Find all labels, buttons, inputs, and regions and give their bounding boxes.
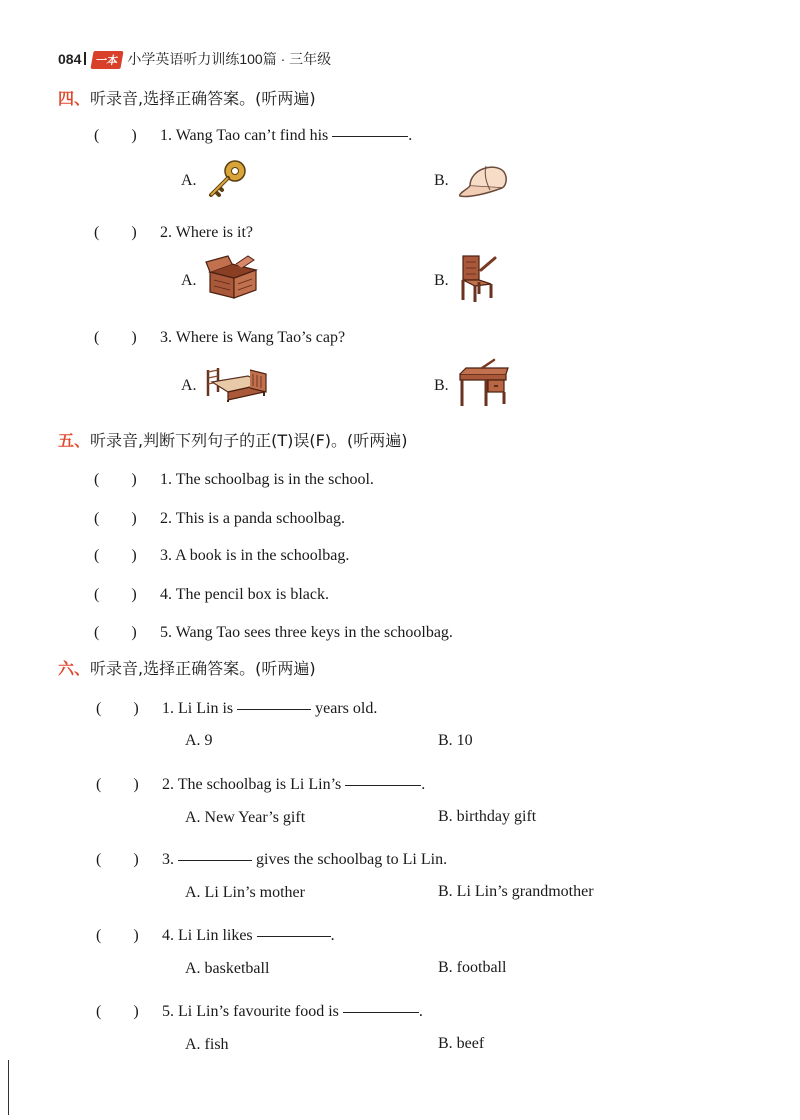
option-a-label: A. <box>181 172 197 189</box>
question-tail: . <box>418 1003 423 1020</box>
question-tail: . <box>421 776 426 793</box>
answer-blank[interactable]: ( ) <box>94 624 137 641</box>
question-text: 2. Where is it? <box>160 224 254 241</box>
statement-text: 5. Wang Tao sees three keys in the schoolbag. <box>160 624 453 641</box>
page-number: 084 <box>58 51 82 67</box>
fill-blank[interactable] <box>343 1011 419 1013</box>
s5-statement-2 <box>94 505 345 528</box>
answer-blank[interactable]: ( ) <box>94 510 137 527</box>
s6-question-1 <box>96 695 377 718</box>
answer-blank[interactable]: ( ) <box>94 586 137 603</box>
key-icon <box>205 158 249 200</box>
s5-statement-4 <box>94 581 329 604</box>
option-b: B. beef <box>438 1035 485 1052</box>
question-tail: years old. <box>315 700 378 717</box>
question-text: 3. <box>162 851 174 868</box>
option-b-label: B. <box>434 272 449 289</box>
question-text: 2. The schoolbag is Li Lin’s <box>162 776 342 793</box>
option-b: B. Li Lin’s grandmother <box>438 883 594 900</box>
answer-blank[interactable]: ( ) <box>94 127 137 144</box>
s6-question-2 <box>96 771 425 794</box>
option-a-label: A. <box>181 377 197 394</box>
bed-icon <box>204 362 270 402</box>
box-icon <box>204 254 262 300</box>
section-6-heading <box>58 656 316 679</box>
s6-question-4 <box>96 922 335 945</box>
answer-blank[interactable]: ( ) <box>94 471 137 488</box>
question-tail: gives the schoolbag to Li Lin. <box>256 851 448 868</box>
fill-blank[interactable] <box>178 859 252 861</box>
option-b-label: B. <box>434 377 449 394</box>
option-b: B. 10 <box>438 732 473 749</box>
s5-statement-3 <box>94 542 349 565</box>
question-text: 4. Li Lin likes <box>162 927 253 944</box>
option-a: A. 9 <box>185 732 213 749</box>
section-title: 听录音,选择正确答案。(听两遍) <box>90 89 316 108</box>
answer-blank[interactable]: ( ) <box>96 776 139 793</box>
question-tail: . <box>408 127 413 144</box>
option-a: A. Li Lin’s mother <box>185 884 305 901</box>
question-text: 1. Li Lin is <box>162 700 234 717</box>
option-b: B. football <box>438 959 507 976</box>
s5-statement-5 <box>94 619 453 642</box>
s5-statement-1 <box>94 466 374 489</box>
section-5-heading <box>58 428 408 451</box>
s4-question-2 <box>94 219 253 242</box>
page-edge-line <box>8 1060 9 1115</box>
statement-text: 1. The schoolbag is in the school. <box>160 471 374 488</box>
header-divider <box>84 52 86 65</box>
fill-blank[interactable] <box>257 935 331 937</box>
statement-text: 3. A book is in the schoolbag. <box>160 547 350 564</box>
option-a: A. New Year’s gift <box>185 809 306 826</box>
answer-blank[interactable]: ( ) <box>94 224 137 241</box>
option-a: A. basketball <box>185 960 270 977</box>
chair-icon <box>457 252 499 304</box>
answer-blank[interactable]: ( ) <box>96 851 139 868</box>
statement-text: 4. The pencil box is black. <box>160 586 329 603</box>
cap-icon <box>456 160 510 200</box>
section-number: 六、 <box>58 659 91 678</box>
s4-question-1 <box>94 122 412 145</box>
fill-blank[interactable] <box>345 784 421 786</box>
fill-blank[interactable] <box>332 135 408 137</box>
s4-question-3 <box>94 324 345 347</box>
section-4-heading <box>58 86 316 109</box>
option-b-label: B. <box>434 172 449 189</box>
question-tail: . <box>330 927 335 944</box>
option-a: A. fish <box>185 1036 229 1053</box>
answer-blank[interactable]: ( ) <box>96 927 139 944</box>
fill-blank[interactable] <box>237 708 311 710</box>
question-text: 5. Li Lin’s favourite food is <box>162 1003 339 1020</box>
option-a-label: A. <box>181 272 197 289</box>
question-text: 1. Wang Tao can’t find his <box>160 127 329 144</box>
answer-blank[interactable]: ( ) <box>96 1003 139 1020</box>
question-text: 3. Where is Wang Tao’s cap? <box>160 329 346 346</box>
section-title: 听录音,判断下列句子的正(T)误(F)。(听两遍) <box>90 431 408 450</box>
section-number: 四、 <box>58 89 91 108</box>
s6-question-5 <box>96 998 423 1021</box>
book-title: 小学英语听力训练100篇 · 三年级 <box>127 51 332 67</box>
desk-icon <box>458 358 510 408</box>
answer-blank[interactable]: ( ) <box>94 329 137 346</box>
page-header <box>58 49 331 69</box>
answer-blank[interactable]: ( ) <box>94 547 137 564</box>
statement-text: 2. This is a panda schoolbag. <box>160 510 346 527</box>
publisher-logo: 一本 <box>91 51 124 69</box>
option-b: B. birthday gift <box>438 808 537 825</box>
s6-question-3 <box>96 846 447 869</box>
section-number: 五、 <box>58 431 91 450</box>
answer-blank[interactable]: ( ) <box>96 700 139 717</box>
section-title: 听录音,选择正确答案。(听两遍) <box>90 659 316 678</box>
